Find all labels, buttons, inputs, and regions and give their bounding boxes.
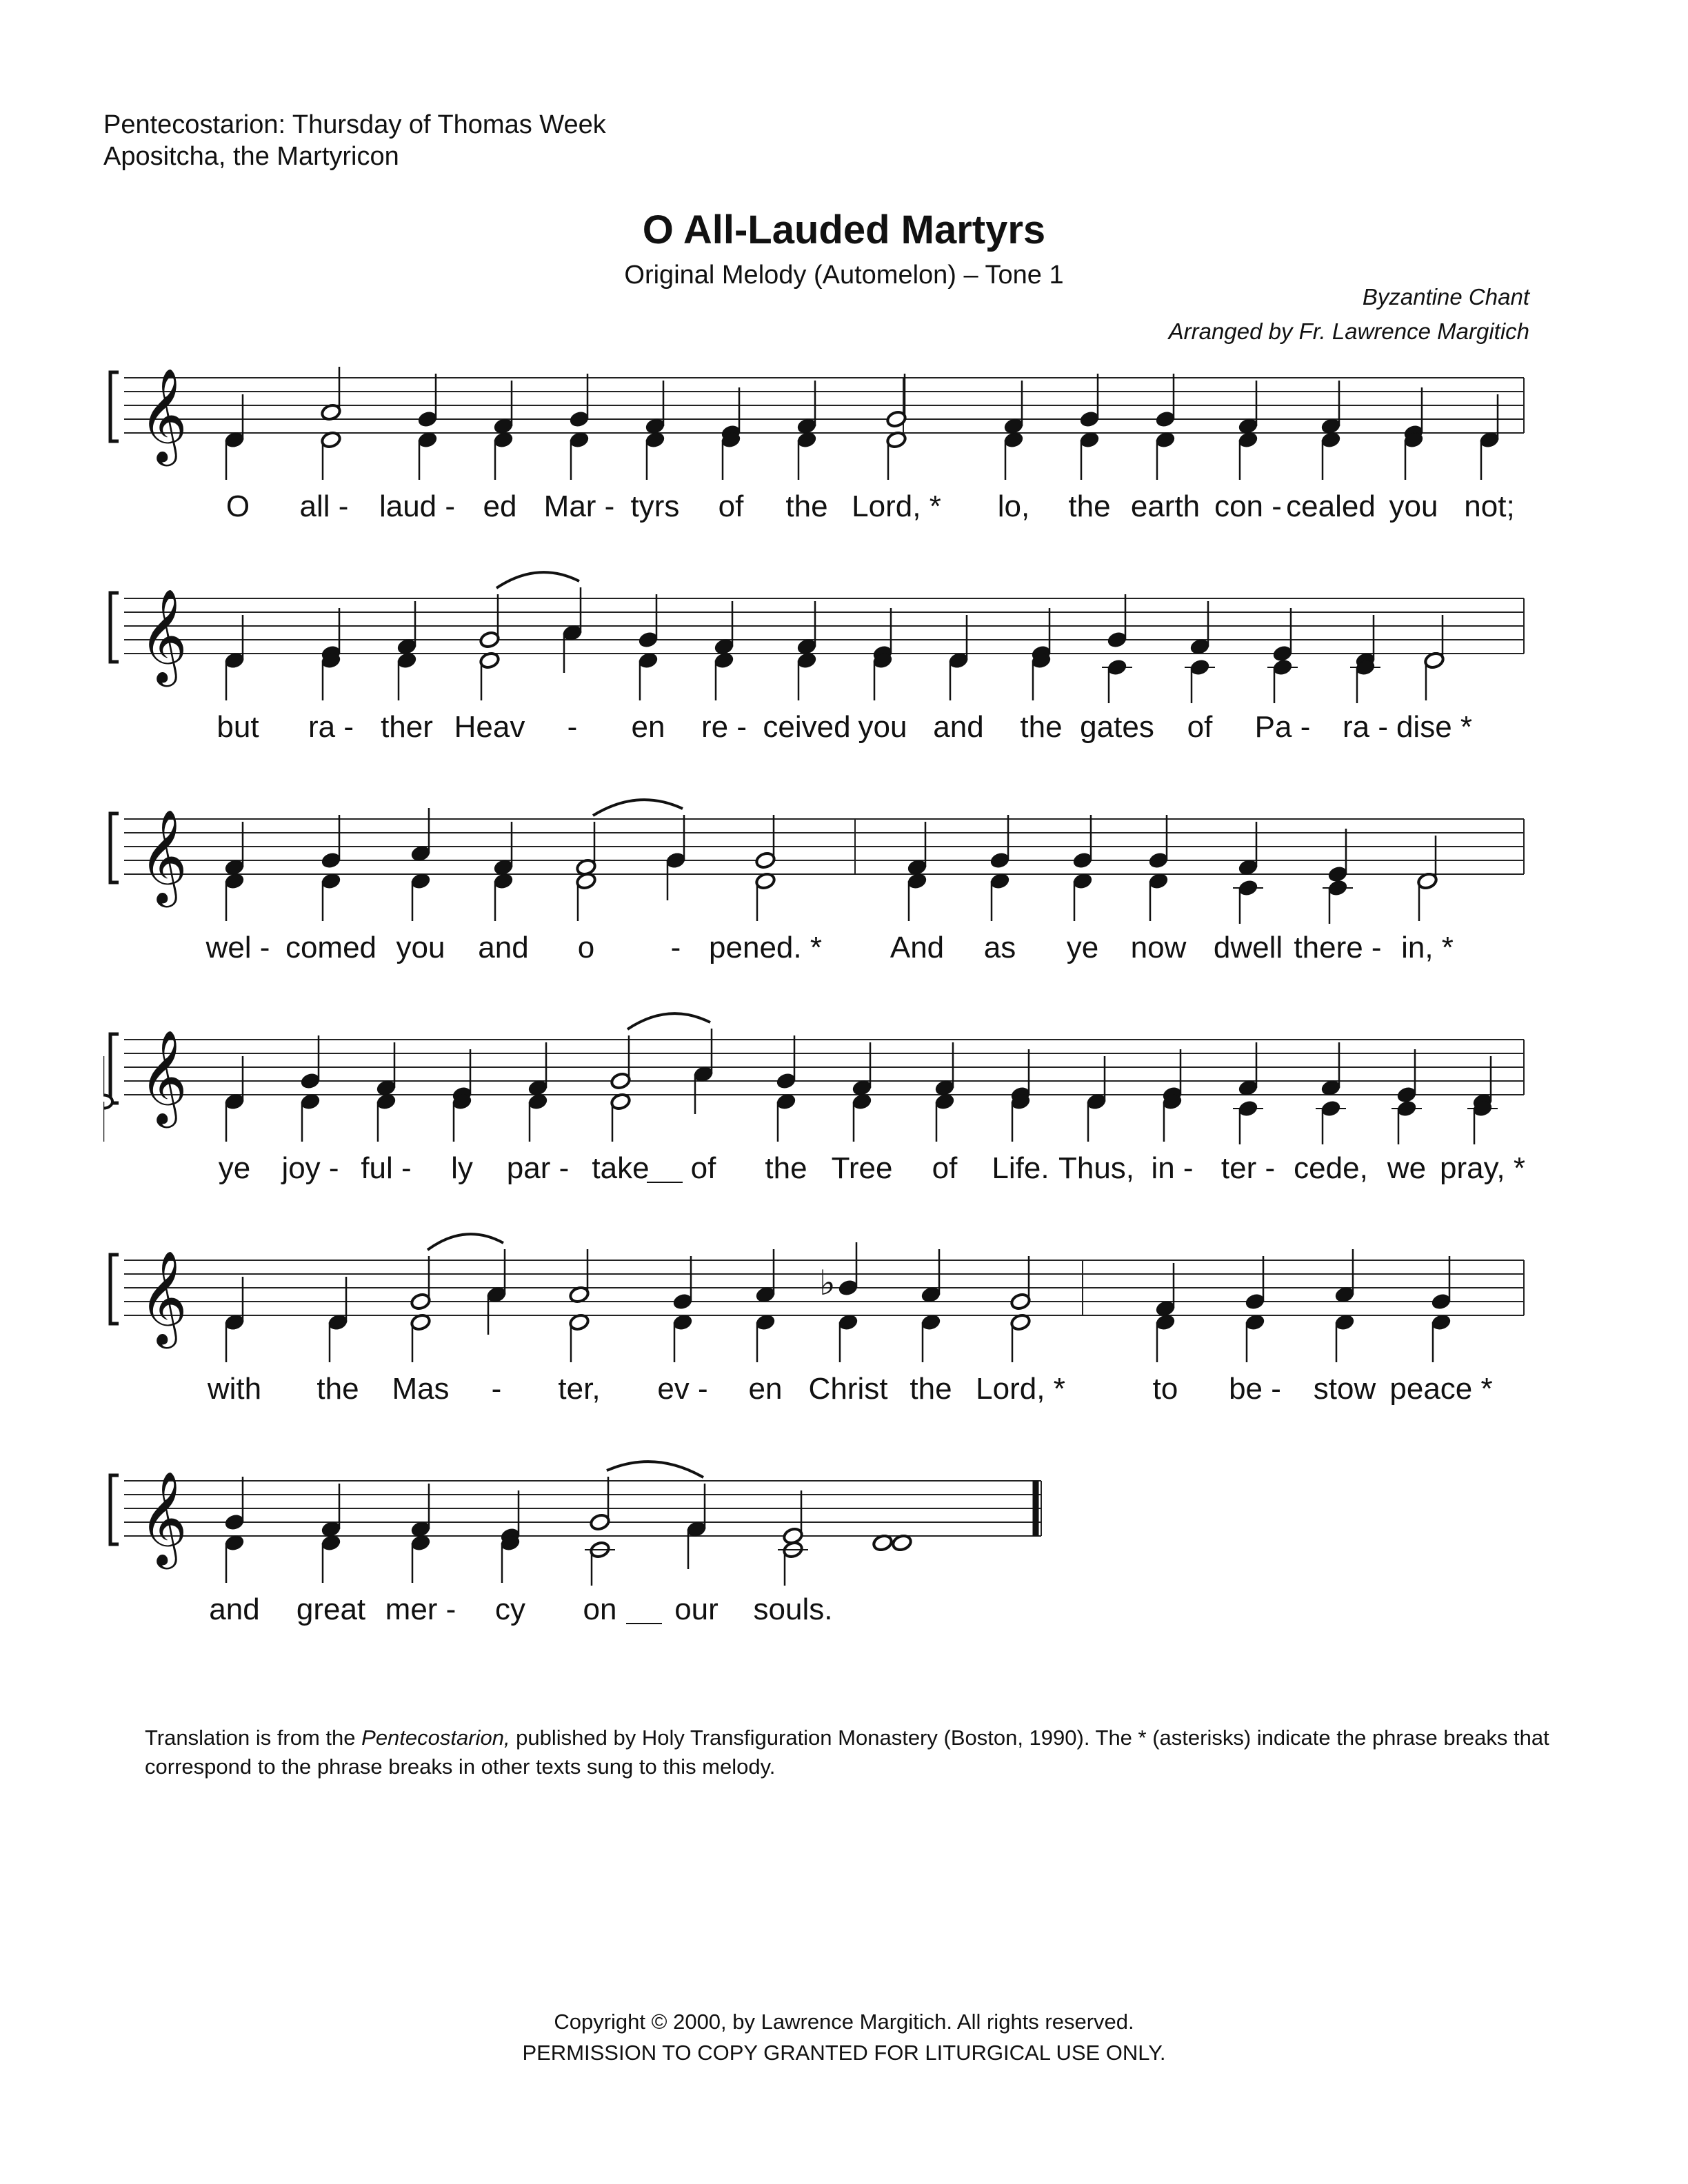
page-subtitle: Original Melody (Automelon) – Tone 1 — [624, 261, 1064, 290]
slur — [496, 572, 579, 588]
slur — [428, 1234, 503, 1250]
lyric-syllable: ly — [451, 1151, 473, 1185]
lyric-syllable: our — [674, 1593, 719, 1626]
system-bracket — [110, 1034, 119, 1103]
lyric-syllable: ter - — [1220, 1151, 1276, 1185]
lyric-syllable: tyrs — [630, 489, 680, 523]
lyric-syllable: there - — [1294, 931, 1382, 964]
header-line-2: Apositcha, the Martyricon — [103, 142, 399, 171]
music-system — [103, 1227, 1586, 1448]
lyric-syllable: pened. * — [709, 931, 822, 964]
slur — [627, 1013, 710, 1029]
lyric-syllable: en — [748, 1372, 783, 1406]
lyric-syllable: en — [631, 710, 665, 744]
footnote-italic: Pentecostarion, — [361, 1726, 510, 1750]
lyric-syllable: to — [1152, 1372, 1178, 1406]
lyric-syllable: the — [910, 1372, 952, 1406]
lyric-syllable: of — [690, 1151, 716, 1185]
lyric-syllable: we — [1387, 1151, 1427, 1185]
lyric-syllable: o — [577, 931, 595, 964]
lyric-syllable: in, * — [1401, 931, 1454, 964]
lyric-syllable: O — [225, 489, 250, 523]
lyric-syllable: Life. — [992, 1151, 1049, 1185]
lyric-syllable: on — [583, 1593, 617, 1626]
lyric-syllable: dise * — [1396, 710, 1473, 744]
lyric-syllable: the — [1068, 489, 1111, 523]
lyric-syllable: earth — [1130, 489, 1200, 523]
lyric-syllable: con - — [1214, 489, 1282, 523]
footnote — [145, 1723, 1551, 1781]
lyrics-line — [103, 931, 1586, 972]
source-attribution: Byzantine Chant — [1362, 284, 1529, 310]
lyric-syllable: not; — [1464, 489, 1515, 523]
melisma-extender — [647, 1182, 683, 1183]
lyric-syllable: of — [1187, 710, 1213, 744]
lyric-syllable: ye — [218, 1151, 251, 1185]
lyric-syllable: souls. — [753, 1593, 833, 1626]
copyright-line: Copyright © 2000, by Lawrence Margitich. All rights reserved. — [554, 2010, 1134, 2034]
treble-clef-icon: 𝄞 — [139, 587, 188, 682]
lyric-syllable: pray, * — [1440, 1151, 1525, 1185]
lyric-syllable: take — [592, 1151, 650, 1185]
music-system — [103, 565, 1586, 786]
lyric-syllable: the — [316, 1372, 359, 1406]
lyric-syllable: cy — [495, 1593, 525, 1626]
lyric-syllable: - — [567, 710, 578, 744]
lyric-syllable: of — [932, 1151, 958, 1185]
notehead — [103, 1095, 112, 1109]
system-bracket — [110, 372, 119, 441]
music-system — [103, 786, 1586, 1007]
staff — [103, 345, 1586, 483]
lyric-syllable: Mas — [392, 1372, 450, 1406]
system-bracket — [110, 1255, 119, 1324]
lyric-syllable: you — [858, 710, 907, 744]
lyric-syllable: laud - — [379, 489, 456, 523]
header-line-1: Pentecostarion: Thursday of Thomas Week — [103, 110, 606, 139]
lyrics-line — [103, 1372, 1586, 1413]
staff — [103, 565, 1586, 703]
lyric-syllable: stow — [1313, 1372, 1376, 1406]
lyric-syllable: Christ — [808, 1372, 888, 1406]
lyric-syllable: - — [491, 1372, 502, 1406]
lyric-syllable: cede, — [1294, 1151, 1368, 1185]
footnote-before: Translation is from the — [145, 1726, 362, 1750]
lyrics-line — [103, 489, 1586, 531]
flat-icon: ♭ — [819, 1263, 836, 1303]
lyric-syllable: mer - — [385, 1593, 456, 1626]
slur — [593, 800, 683, 816]
lyric-syllable: of — [718, 489, 744, 523]
lyric-syllable: but — [217, 710, 259, 744]
lyric-syllable: cealed — [1286, 489, 1376, 523]
staff — [103, 1227, 1586, 1365]
lyric-syllable: Mar - — [543, 489, 615, 523]
lyric-syllable: and — [209, 1593, 260, 1626]
lyric-syllable: ye — [1066, 931, 1099, 964]
footnote-after: published by Holy Transfiguration Monastery (Boston, 1990). The * (asterisks) indicate the phrase breaks that correspond to the phrase breaks in other texts sung to this melody. — [145, 1726, 1549, 1779]
lyric-syllable: now — [1130, 931, 1187, 964]
lyric-syllable: ceived — [763, 710, 851, 744]
lyric-syllable: and — [933, 710, 984, 744]
lyric-syllable: par - — [506, 1151, 570, 1185]
lyric-syllable: the — [1020, 710, 1063, 744]
lyric-syllable: Thus, — [1058, 1151, 1135, 1185]
lyric-syllable: Lord, * — [976, 1372, 1065, 1406]
lyric-syllable: ed — [483, 489, 517, 523]
staff — [103, 1007, 1586, 1144]
music-system — [103, 1448, 1586, 1668]
lyric-syllable: dwell — [1213, 931, 1283, 964]
lyric-syllable: with — [207, 1372, 262, 1406]
arranger-attribution: Arranged by Fr. Lawrence Margitich — [1168, 318, 1529, 344]
melisma-extender — [626, 1623, 662, 1624]
lyric-syllable: Heav — [454, 710, 525, 744]
music-system — [103, 1007, 1586, 1227]
slur — [607, 1462, 703, 1477]
treble-clef-icon: 𝄞 — [139, 1470, 188, 1565]
staff — [103, 1448, 1586, 1586]
lyric-syllable: ter, — [558, 1372, 601, 1406]
lyric-syllable: the — [785, 489, 828, 523]
lyric-syllable: ful - — [361, 1151, 412, 1185]
lyric-syllable: be - — [1229, 1372, 1281, 1406]
lyric-syllable: ra - — [1343, 710, 1388, 744]
lyric-syllable: and — [478, 931, 529, 964]
lyric-syllable: ra - — [308, 710, 354, 744]
treble-clef-icon: 𝄞 — [139, 1249, 188, 1344]
lyric-syllable: Tree — [831, 1151, 893, 1185]
system-bracket — [110, 813, 119, 882]
lyric-syllable: ther — [381, 710, 433, 744]
lyric-syllable: comed — [285, 931, 377, 964]
lyric-syllable: re - — [701, 710, 747, 744]
treble-clef-icon: 𝄞 — [139, 1029, 188, 1124]
page-title: O All-Lauded Martyrs — [642, 208, 1046, 252]
lyric-syllable: - — [670, 931, 681, 964]
lyric-syllable: Lord, * — [852, 489, 941, 523]
lyric-syllable: as — [983, 931, 1016, 964]
lyrics-line — [103, 710, 1586, 751]
lyric-syllable: lo, — [997, 489, 1030, 523]
lyrics-line — [103, 1593, 1586, 1634]
permission-line: PERMISSION TO COPY GRANTED FOR LITURGICAL USE ONLY. — [522, 2041, 1166, 2065]
system-bracket — [110, 593, 119, 662]
lyric-syllable: great — [296, 1593, 366, 1626]
lyrics-line — [103, 1151, 1586, 1193]
lyric-syllable: gates — [1080, 710, 1154, 744]
lyric-syllable: ev - — [657, 1372, 708, 1406]
lyric-syllable: in - — [1151, 1151, 1194, 1185]
staff — [103, 786, 1586, 924]
lyric-syllable: And — [890, 931, 945, 964]
lyric-syllable: peace * — [1389, 1372, 1493, 1406]
lyric-syllable: Pa - — [1254, 710, 1311, 744]
header-block — [103, 109, 606, 172]
lyric-syllable: joy - — [281, 1151, 339, 1185]
system-bracket — [110, 1475, 119, 1544]
lyric-syllable: you — [1389, 489, 1438, 523]
treble-clef-icon: 𝄞 — [139, 808, 188, 903]
music-system — [103, 345, 1586, 565]
lyric-syllable: the — [765, 1151, 807, 1185]
lyric-syllable: wel - — [205, 931, 270, 964]
treble-clef-icon: 𝄞 — [139, 367, 188, 462]
lyric-syllable: you — [396, 931, 445, 964]
lyric-syllable: all - — [299, 489, 349, 523]
